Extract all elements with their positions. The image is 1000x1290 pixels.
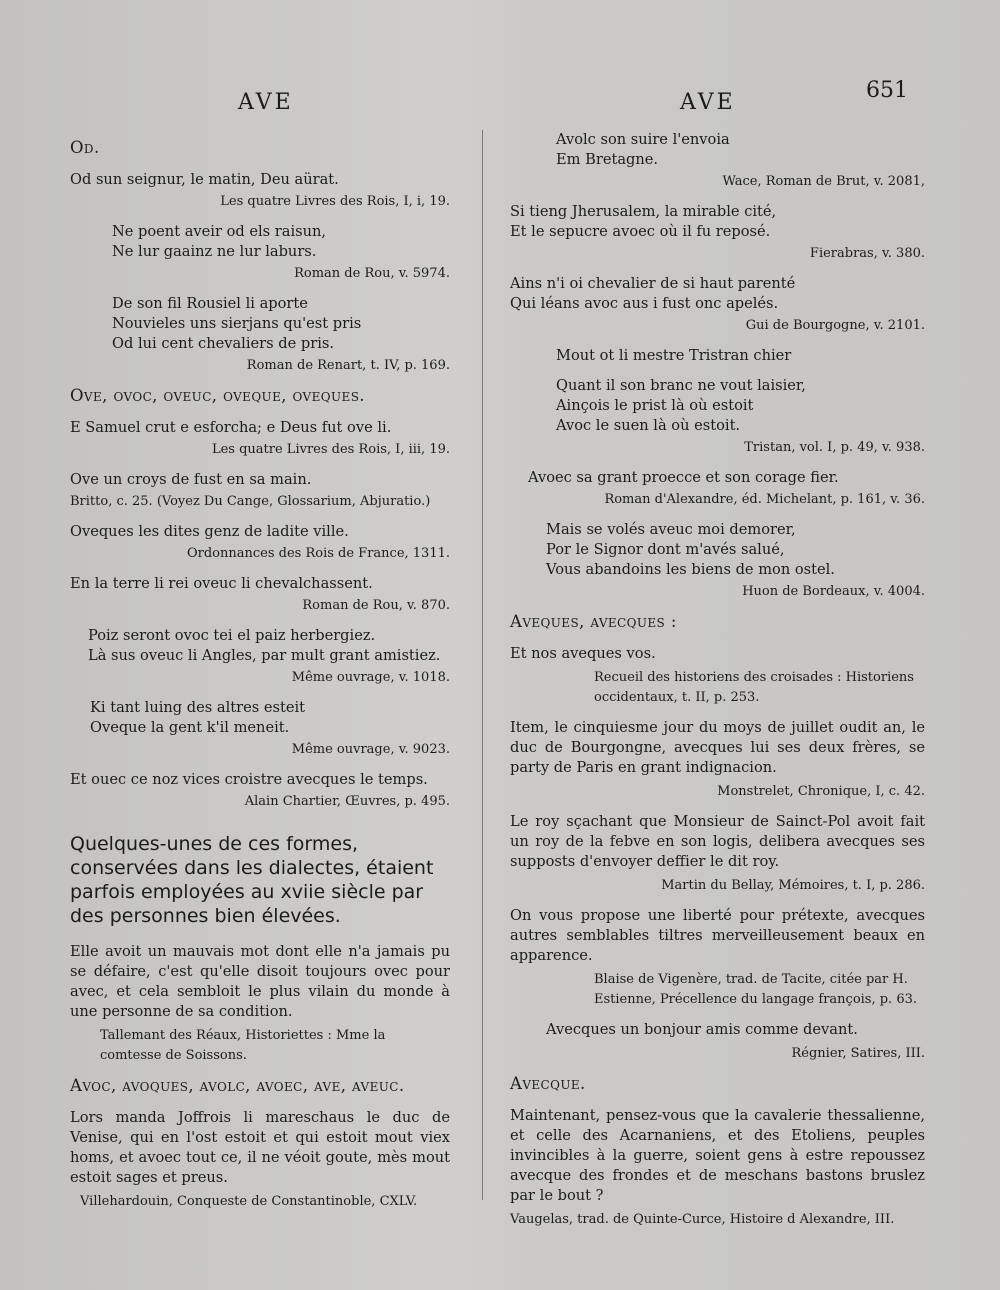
example-line: Ne poent aveir od els raisun, [112, 223, 327, 240]
example-line: En la terre li rei oveuc li chevalchassent. [70, 575, 373, 592]
example-line: Avolc son suire l'envoia [556, 131, 730, 148]
page-number: 651 [866, 78, 908, 103]
example [70, 698, 450, 760]
citation: Régnier, Satires, III. [791, 1046, 925, 1061]
example [510, 376, 925, 458]
citation: Monstrelet, Chronique, I, c. 42. [717, 784, 925, 799]
citation: Ordonnances des Rois de France, 1311. [186, 546, 450, 561]
example [70, 770, 450, 812]
example [70, 418, 450, 460]
avoc-heading: Avoc, avoques, avolc, avoec, ave, aveuc. [70, 1076, 405, 1095]
citation: Tallemant des Réaux, Historiettes : Mme la comtesse de Soissons. [100, 1028, 386, 1063]
avecque-heading: Avecque. [510, 1074, 586, 1093]
citation: Les quatre Livres des Rois, I, i, 19. [220, 194, 450, 209]
citation: Roman de Rou, v. 5974. [294, 266, 450, 281]
left-column [70, 130, 450, 1222]
example-line: Si tieng Jherusalem, la mirable cité, [510, 203, 777, 220]
example-line: Avoec sa grant proecce et son corage fier. [528, 469, 839, 486]
quotation-text: Et nos aveques vos. [510, 645, 656, 662]
citation: Roman de Rou, v. 870. [302, 598, 450, 613]
citation: Huon de Bordeaux, v. 4004. [742, 584, 925, 599]
od-heading: Od. [70, 138, 100, 157]
citation: Villehardouin, Conqueste de Constantinoble, CXLV. [80, 1194, 418, 1209]
quotation-text: On vous propose une liberté pour prétexte, avecques autres semblables tiltres merveilleusement beaux en apparence. [510, 907, 925, 964]
citation: Même ouvrage, v. 1018. [291, 670, 450, 685]
right-column [510, 130, 925, 1240]
quotation-text: Le roy sçachant que Monsieur de Sainct-Pol avoit fait un roy de la febve en son logis, delibera avecques ses supposts d'envoyer deffier le dit roy. [510, 813, 925, 870]
example-line: Poiz seront ovoc tei el paiz herbergiez. [88, 627, 376, 644]
example-line: Nouvieles uns sierjans qu'est pris [112, 315, 362, 332]
usage-note: Quelques-unes de ces formes, conservées dans les dialectes, étaient parfois employées au xviie siècle par des personnes bien élevées. [70, 833, 434, 927]
column-divider [482, 130, 483, 1200]
example [70, 470, 450, 512]
citation: Wace, Roman de Brut, v. 2081, [722, 174, 925, 189]
example-line: Por le Signor dont m'avés salué, [546, 541, 785, 558]
example-line: Ki tant luing des altres esteit [90, 699, 306, 716]
quotation-text: Maintenant, pensez-vous que la cavalerie thessalienne, et celle des Acarnaniens, et des Etoliens, peuples invincibles à la guerre, soient gens à estre repoussez avecque des frondes et de meschans bastons bruslez par le bout ? [510, 1107, 925, 1204]
aveques-heading: Aveques, avecques : [510, 612, 677, 631]
example-line: Et ouec ce noz vices croistre avecques le temps. [70, 771, 428, 788]
example-line: Quant il son branc ne vout laisier, [556, 377, 806, 394]
example [510, 202, 925, 264]
example-line: Oveques les dites genz de ladite ville. [70, 523, 349, 540]
example-line: De son fil Rousiel li aporte [112, 295, 308, 312]
citation: Vaugelas, trad. de Quinte-Curce, Histoire d Alexandre, III. [510, 1212, 895, 1227]
example [70, 222, 450, 284]
example [510, 468, 925, 510]
example-line: Avoc le suen là où estoit. [556, 417, 741, 434]
example-line: Od sun seignur, le matin, Deu aürat. [70, 171, 339, 188]
example [70, 170, 450, 212]
example-line: Mais se volés aveuc moi demorer, [546, 521, 796, 538]
quotation-text: Lors manda Joffrois li mareschaus le duc de Venise, qui en l'ost estoit et qui estoit mout viex homs, et avoec tout ce, il ne véoit goute, mès mout estoit sages et preus. [70, 1109, 450, 1186]
citation: Fierabras, v. 380. [809, 246, 925, 261]
example [510, 346, 925, 366]
citation: Gui de Bourgogne, v. 2101. [745, 318, 925, 333]
example-line: E Samuel crut e esforcha; e Deus fut ove li. [70, 419, 392, 436]
example-line: Qui léans avoc aus i fust onc apelés. [510, 295, 779, 312]
example [70, 626, 450, 688]
citation: Roman d'Alexandre, éd. Michelant, p. 161, v. 36. [604, 492, 925, 507]
citation: Britto, c. 25. (Voyez Du Cange, Glossarium, Abjuratio.) [70, 494, 431, 509]
example [510, 130, 925, 192]
running-head-right: AVE [680, 90, 736, 115]
example-line: Od lui cent chevaliers de pris. [112, 335, 334, 352]
example-line: Là sus oveuc li Angles, par mult grant amistiez. [88, 647, 441, 664]
example-line: Ove un croys de fust en sa main. [70, 471, 312, 488]
citation: Tristan, vol. I, p. 49, v. 938. [744, 440, 925, 455]
citation: Alain Chartier, Œuvres, p. 495. [244, 794, 450, 809]
example-line: Oveque la gent k'il meneit. [90, 719, 290, 736]
example [70, 522, 450, 564]
example [70, 294, 450, 376]
citation: Martin du Bellay, Mémoires, t. I, p. 286. [661, 878, 925, 893]
citation: Même ouvrage, v. 9023. [291, 742, 450, 757]
example-line: Et le sepucre avoec où il fu reposé. [510, 223, 771, 240]
example-line: Mout ot li mestre Tristran chier [556, 347, 792, 364]
example-line: Em Bretagne. [556, 151, 659, 168]
quotation-text: Item, le cinquiesme jour du moys de juillet oudit an, le duc de Bourgongne, avecques lui ses deux frères, se party de Paris en grant indignacion. [510, 719, 925, 776]
example [510, 520, 925, 602]
example-line: Ainçois le prist là où estoit [556, 397, 754, 414]
citation: Les quatre Livres des Rois, I, iii, 19. [211, 442, 450, 457]
example-line: Ains n'i oi chevalier de si haut parenté [510, 275, 796, 292]
citation: Blaise de Vigenère, trad. de Tacite, citée par H. Estienne, Précellence du langage françois, p. 63. [594, 972, 917, 1007]
citation: Recueil des historiens des croisades : Historiens occidentaux, t. II, p. 253. [594, 670, 914, 705]
example-line: Ne lur gaainz ne lur laburs. [112, 243, 317, 260]
ove-heading: Ove, ovoc, oveuc, oveque, oveques. [70, 386, 365, 405]
quotation-text: Avecques un bonjour amis comme devant. [546, 1021, 858, 1038]
example [510, 274, 925, 336]
running-head-left: AVE [238, 90, 294, 115]
citation: Roman de Renart, t. IV, p. 169. [246, 358, 450, 373]
example [70, 574, 450, 616]
quotation-text: Elle avoit un mauvais mot dont elle n'a jamais pu se défaire, c'est qu'elle disoit toujours ovec pour avec, et cela sembloit le plus vilain du monde à une personne de sa condition. [70, 943, 450, 1020]
example-line: Vous abandoins les biens de mon ostel. [546, 561, 835, 578]
